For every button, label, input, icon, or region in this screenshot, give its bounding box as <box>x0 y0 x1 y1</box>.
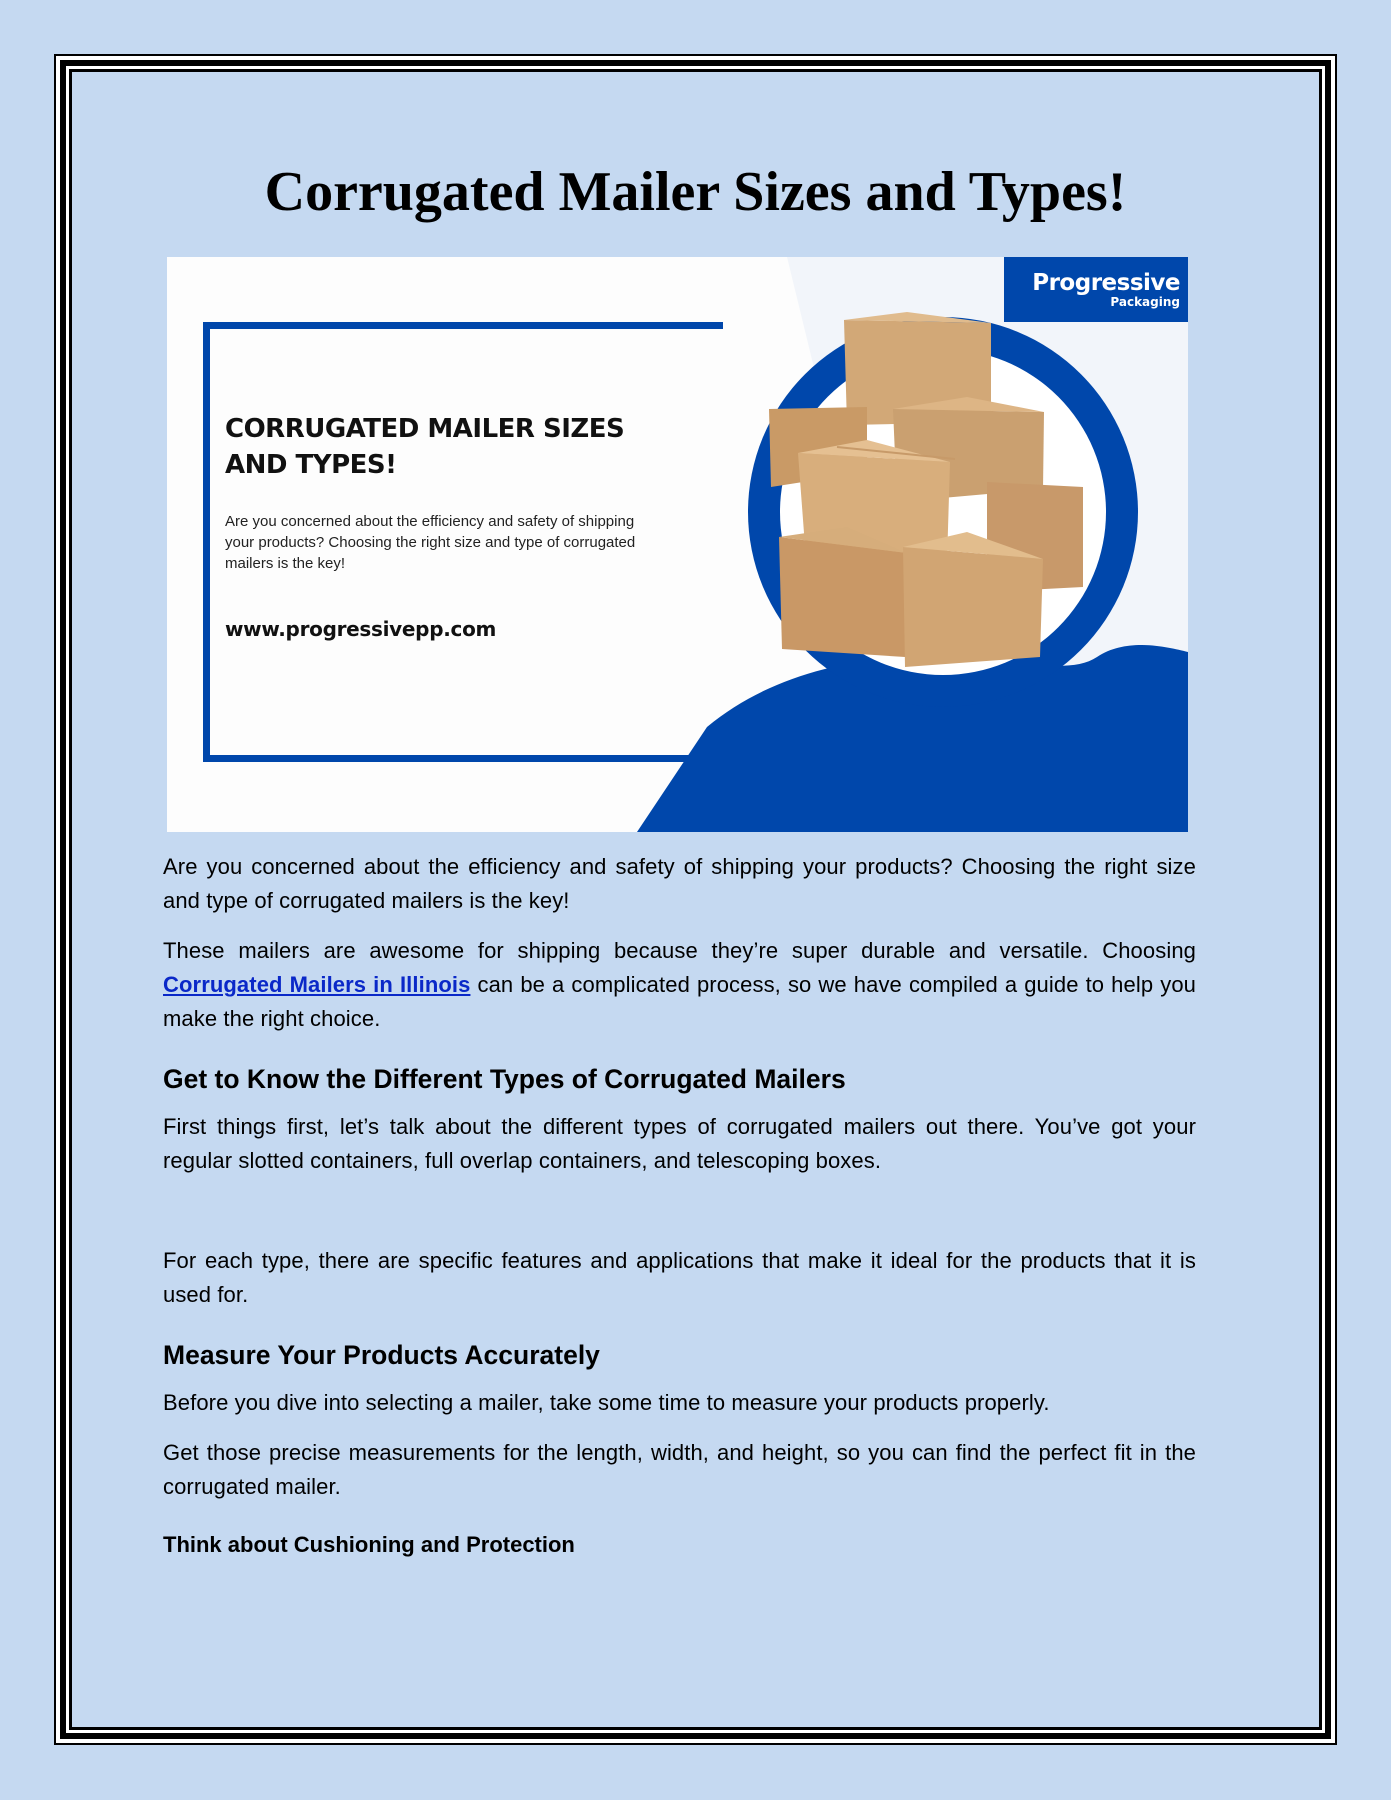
section-heading-types: Get to Know the Different Types of Corrugated Mailers <box>163 1064 846 1094</box>
measure-paragraph: Before you dive into selecting a mailer, take some time to measure your products properly. <box>163 1390 1050 1415</box>
corrugated-mailers-illinois-link[interactable]: Corrugated Mailers in Illinois <box>163 972 471 997</box>
logo-sub-text: Packaging <box>1110 295 1180 309</box>
banner-heading: CORRUGATED MAILER SIZES AND TYPES! <box>225 414 625 480</box>
paragraph-mailers <box>163 934 1196 1036</box>
section-heading-measure: Measure Your Products Accurately <box>163 1340 600 1370</box>
page-title: Corrugated Mailer Sizes and Types! <box>264 161 1127 223</box>
banner-url: www.progressivepp.com <box>225 617 497 641</box>
banner-image <box>167 257 1188 832</box>
paragraph-text: These mailers are awesome for shipping because they’re super durable and versatile. Choosing <box>163 938 1196 963</box>
features-paragraph: For each type, there are specific features and applications that make it ideal for the products that it is used for. <box>163 1248 1196 1307</box>
dimensions-paragraph: Get those precise measurements for the length, width, and height, so you can find the perfect fit in the corrugated mailer. <box>163 1440 1196 1499</box>
intro-paragraph: Are you concerned about the efficiency and safety of shipping your products? Choosing the right size and type of corrugated mailers is the key! <box>163 854 1196 913</box>
paragraph-text: can be a complicated process, so we have compiled a guide to help you make the right choice. <box>163 972 1196 1031</box>
banner-text: Are you concerned about the efficiency and safety of shipping your products? Choosing the right size and type of corrugated mailers is the key! <box>225 513 636 572</box>
progressive-packaging-logo <box>1004 257 1188 322</box>
section-heading-cushioning: Think about Cushioning and Protection <box>163 1532 575 1557</box>
logo-main-text: Progressive <box>1032 270 1180 296</box>
article-body <box>163 850 1196 1562</box>
types-paragraph: First things first, let’s talk about the different types of corrugated mailers out there. You’ve got your regular slotted containers, full overlap containers, and telescoping boxes. <box>163 1114 1196 1173</box>
